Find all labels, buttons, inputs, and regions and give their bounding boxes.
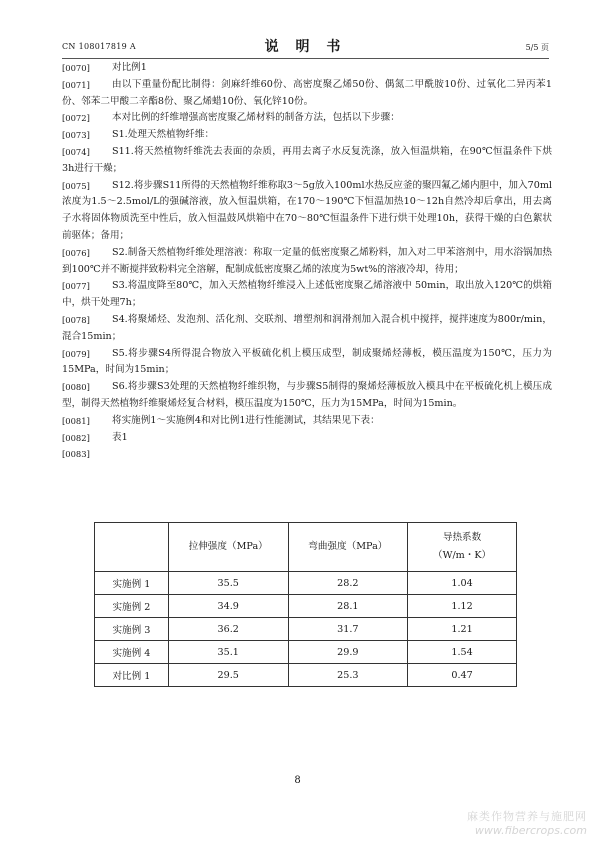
paragraph-text: S3.将温度降至80℃，加入天然植物纤维浸入上述低密度聚乙烯溶液中 50min，取出放入120℃的烘箱中，烘干处理7h；	[62, 280, 552, 309]
paragraph	[62, 413, 552, 430]
paragraph	[62, 144, 552, 178]
table-cell: 实施例 4	[95, 641, 169, 664]
paragraph-text: 本对比例的纤维增强高密度聚乙烯材料的制备方法，包括以下步骤：	[112, 112, 400, 124]
paragraph-text: S2.制备天然植物纤维处理溶液：称取一定量的低密度聚乙烯粉料，加入对二甲苯溶剂中，用水浴锅加热到100℃并不断搅拌致粉料完全溶解，配制成低密度聚乙烯的浓度为5wt%的溶液冷却，待用；	[62, 246, 552, 275]
table-cell: 28.1	[288, 595, 408, 618]
paragraph-number: [0082]	[62, 432, 90, 443]
paragraph-number: [0077]	[62, 281, 90, 292]
table-header-cell	[95, 523, 169, 572]
paragraph-text: 由以下重量份配比制得：剑麻纤维60份、高密度聚乙烯50份、偶氮二甲酰胺10份、过氧化二异丙苯1份、邻苯二甲酸二辛酯8份、聚乙烯蜡10份、氧化锌10份。	[62, 78, 552, 107]
paragraph-text	[62, 446, 552, 463]
paragraph	[62, 379, 552, 413]
doc-title: 说 明 书	[264, 39, 347, 55]
table-cell: 实施例 2	[95, 595, 169, 618]
page-header	[62, 36, 549, 59]
thermal-header-label: 导热系数	[442, 532, 482, 543]
paragraph-number: [0083]	[62, 449, 90, 460]
table-cell: 35.1	[168, 641, 288, 664]
paragraph	[62, 60, 552, 77]
table-cell: 实施例 3	[95, 618, 169, 641]
table-header-row	[95, 523, 517, 572]
table-row	[95, 595, 517, 618]
table-cell: 29.5	[168, 664, 288, 687]
page-number: 8	[294, 775, 301, 786]
table-cell: 31.7	[288, 618, 408, 641]
paragraph-text: 表1	[112, 431, 128, 443]
table-cell: 1.54	[408, 641, 517, 664]
paragraph	[62, 110, 552, 127]
table-cell: 36.2	[168, 618, 288, 641]
paragraph	[62, 346, 552, 380]
paragraph	[62, 245, 552, 279]
watermark	[467, 808, 587, 837]
paragraph-number: [0074]	[62, 146, 90, 157]
table-cell: 1.12	[408, 595, 517, 618]
paragraph-number: [0076]	[62, 247, 90, 258]
paragraph-text: S5.将步骤S4所得混合物放入平板硫化机上模压成型，制成聚烯烃薄板，模压温度为150℃，压力为15MPa，时间为15min；	[62, 347, 552, 376]
paragraph-number: [0081]	[62, 415, 90, 426]
paragraph-text: S4.将聚烯烃、发泡剂、活化剂、交联剂、增塑剂和润滑剂加入混合机中搅拌，搅拌速度为800r/min，混合15min；	[62, 313, 552, 342]
paragraph	[62, 446, 552, 463]
table-cell: 1.04	[408, 572, 517, 595]
paragraph-number: [0080]	[62, 382, 90, 393]
paragraph-text: 将实施例1～实施例4和对比例1进行性能测试，其结果见下表：	[112, 414, 380, 426]
paragraph-number: [0071]	[62, 79, 90, 90]
table-header-cell: 弯曲强度（MPa）	[288, 523, 408, 572]
doc-number: CN 108017819 A	[62, 42, 136, 51]
table-cell: 34.9	[168, 595, 288, 618]
thermal-header-unit: （W/m・K）	[433, 550, 492, 561]
table-header-cell: 拉伸强度（MPa）	[168, 523, 288, 572]
paragraph-text: S11.将天然植物纤维洗去表面的杂质，再用去离子水反复洗涤，放入恒温烘箱，在90℃恒温条件下烘3h进行干燥；	[62, 145, 552, 174]
paragraph-text: S6.将步骤S3处理的天然植物纤维织物，与步骤S5制得的聚烯烃薄板放入模具中在平板硫化机上模压成型，制得天然植物纤维聚烯烃复合材料，模压温度为150℃，压力为15MPa，时间为15min。	[62, 381, 552, 409]
table-row	[95, 641, 517, 664]
paragraph-number: [0075]	[62, 180, 90, 191]
table-cell: 25.3	[288, 664, 408, 687]
table-cell: 实施例 1	[95, 572, 169, 595]
table-row	[95, 618, 517, 641]
table-cell: 29.9	[288, 641, 408, 664]
document-body	[62, 60, 552, 463]
paragraph	[62, 77, 552, 111]
table-row	[95, 664, 517, 687]
page-info: 5/5 页	[525, 43, 549, 52]
watermark-line-1: 麻类作物营养与施肥网	[467, 810, 587, 823]
paragraph-number: [0079]	[62, 348, 90, 359]
paragraph-text: S12.将步骤S11所得的天然植物纤维称取3～5g放入100ml水热反应釜的聚四氟乙烯内胆中，加入70ml浓度为1.5～2.5mol/L的强碱溶液，放入恒温烘箱，在170～190℃下恒温加热10～12h自然冷却后拿出，用去离子水将固体物质洗至中性后，放入恒温鼓风烘箱中在70～80℃恒温条件下进行烘干处理10h，获得干燥的白色絮状前驱体；备用；	[62, 179, 552, 241]
paragraph-text: 对比例1	[112, 62, 147, 73]
table-header-cell	[408, 523, 517, 572]
table-cell: 28.2	[288, 572, 408, 595]
watermark-line-2: www.fibercrops.com	[474, 824, 587, 837]
paragraph-number: [0072]	[62, 113, 90, 124]
paragraph	[62, 430, 552, 447]
paragraph	[62, 312, 552, 346]
table-cell: 1.21	[408, 618, 517, 641]
paragraph	[62, 127, 552, 144]
paragraph-number: [0070]	[62, 63, 90, 73]
table-row	[95, 572, 517, 595]
results-table	[94, 522, 517, 687]
table-cell: 对比例 1	[95, 664, 169, 687]
table-cell: 35.5	[168, 572, 288, 595]
paragraph-number: [0073]	[62, 130, 90, 141]
paragraph-number: [0078]	[62, 314, 90, 325]
paragraph	[62, 278, 552, 312]
paragraph-text: S1.处理天然植物纤维：	[112, 129, 215, 141]
paragraph	[62, 178, 552, 245]
table-cell: 0.47	[408, 664, 517, 687]
